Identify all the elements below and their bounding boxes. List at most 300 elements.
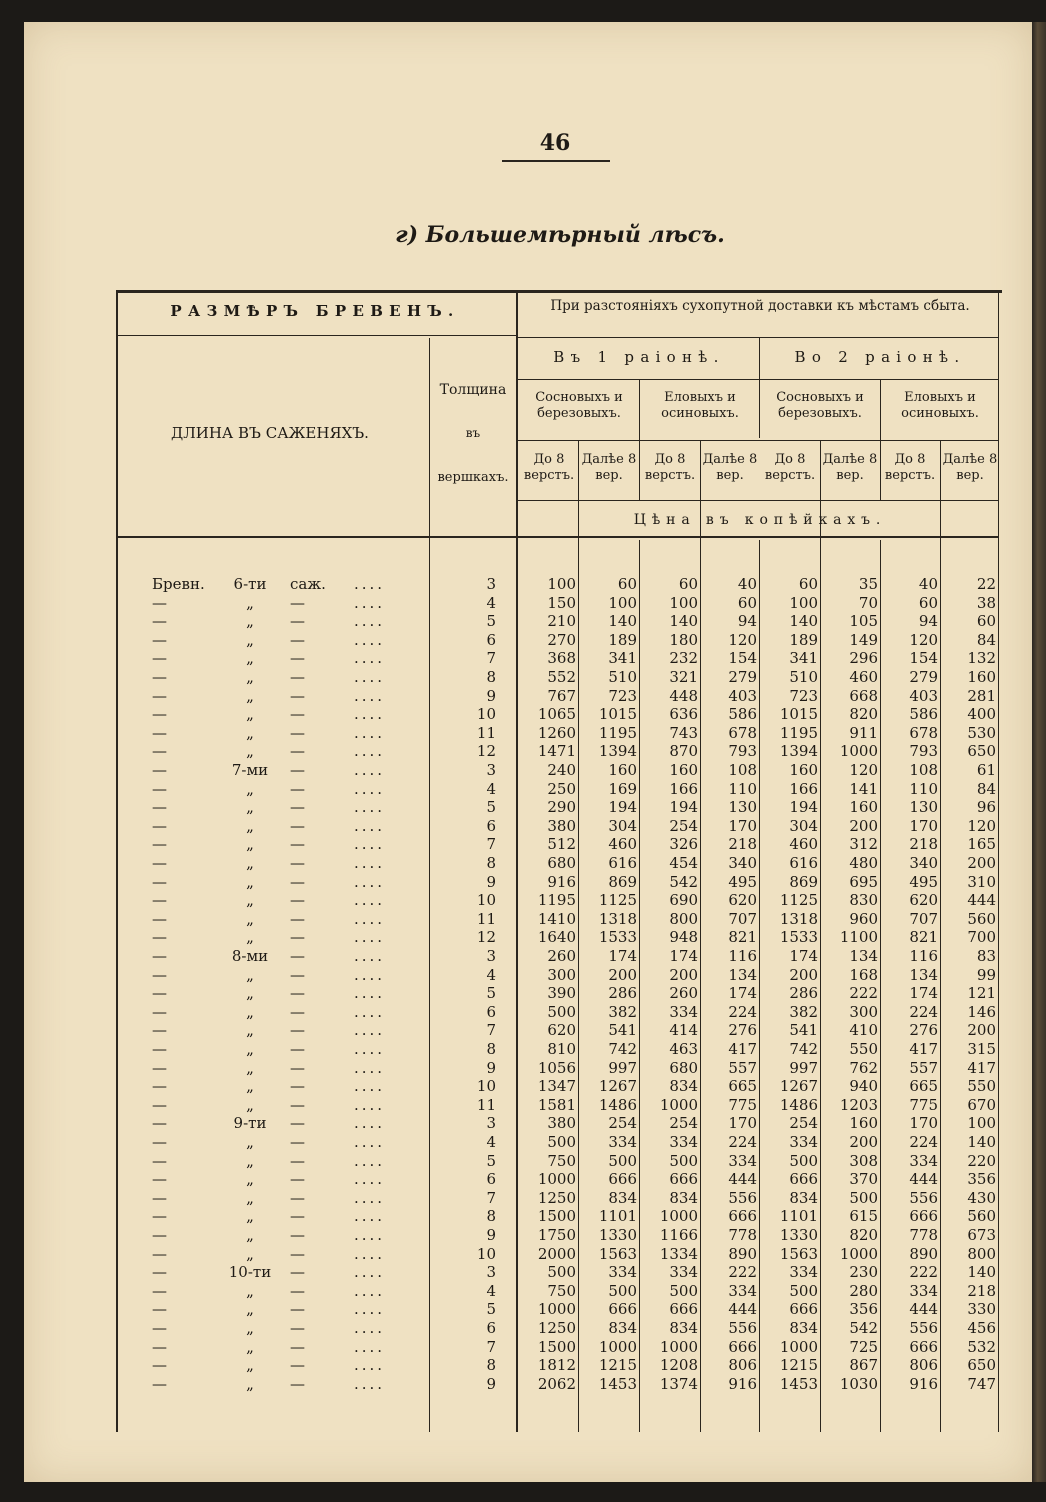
price-cell: 1195 [598,723,637,742]
thickness-cell: 7 [486,835,496,854]
timber-type-cell: — [152,798,167,817]
table-row [0,1114,1046,1133]
length-cell: „ [246,649,254,668]
price-cell: 224 [909,1002,938,1021]
price-cell: 61 [976,761,996,779]
price-cell: 1250 [537,1188,576,1207]
table-row [0,594,1046,613]
unit-cell: — [290,1300,305,1319]
unit-cell: — [290,1114,305,1133]
unit-cell: — [290,1133,305,1151]
price-cell: 793 [909,742,938,761]
price-cell: 334 [789,1263,818,1282]
r1-pine-upto8-header: До 8 верстъ. [523,452,575,483]
table-row [0,835,1046,854]
table-row [0,966,1046,985]
price-cell: 200 [789,965,818,984]
price-cell: 800 [669,909,698,928]
price-cell: 556 [728,1188,757,1207]
length-cell: „ [246,742,254,761]
table-row [0,910,1046,929]
leader-dots: .... [354,854,386,872]
price-cell: 1334 [659,1244,698,1263]
table-row [0,1003,1046,1022]
r1-pine-birch-header: Сосновыхъ и березовыхъ. [535,390,623,421]
thickness-cell: 3 [486,1114,496,1133]
unit-cell: — [290,984,305,1003]
price-cell: 1318 [779,909,818,928]
price-cell: 290 [547,798,576,817]
timber-type-cell: — [152,909,167,928]
thickness-cell: 8 [486,1207,496,1226]
thickness-cell: 3 [486,1263,496,1282]
price-cell: 444 [909,1170,938,1189]
price-cell: 665 [728,1077,757,1096]
leader-dots: .... [354,742,386,761]
price-cell: 666 [789,1170,818,1189]
length-cell: „ [246,891,254,910]
leader-dots: .... [354,816,386,835]
price-cell: 666 [669,1300,698,1319]
table-row [0,724,1046,743]
price-cell: 678 [728,723,757,742]
unit-cell: — [290,668,305,686]
table-row [0,742,1046,761]
section-title: г) Большемѣрный лѣсъ. [395,222,725,248]
price-cell: 1101 [598,1207,637,1226]
price-cell: 1410 [537,909,576,928]
price-cell: 512 [547,835,576,854]
unit-cell: — [290,909,305,928]
price-cell: 254 [789,1114,818,1133]
length-cell: „ [246,1170,254,1189]
price-cell: 668 [849,686,878,705]
timber-type-cell: — [152,1356,167,1375]
price-cell: 666 [669,1170,698,1189]
leader-dots: .... [354,984,386,1003]
unit-cell: — [290,1244,305,1263]
table-row [0,1040,1046,1059]
r2-spruce-upto8-header: До 8 верстъ. [884,452,936,483]
price-cell: 38 [976,593,996,612]
price-cell: 410 [849,1021,878,1040]
leader-dots: .... [354,1263,386,1282]
table-row [0,1245,1046,1264]
unit-cell: — [290,798,305,817]
table-row [0,1263,1046,1282]
price-cell: 94 [737,612,757,631]
leader-dots: .... [354,965,386,984]
table-row [0,631,1046,650]
price-cell: 557 [728,1058,757,1077]
price-cell: 1208 [659,1356,698,1375]
leader-dots: .... [354,1244,386,1263]
price-cell: 1125 [779,891,818,910]
thickness-cell: 11 [476,1095,496,1114]
price-cell: 1640 [537,928,576,947]
price-cell: 695 [849,872,878,891]
price-cell: 169 [608,779,637,798]
timber-type-cell: — [152,1002,167,1021]
table-row [0,1226,1046,1245]
thickness-cell: 7 [486,1337,496,1356]
timber-type-cell: — [152,1021,167,1040]
thickness-cell: 7 [486,1021,496,1040]
thickness-cell: 5 [486,1300,496,1319]
price-cell: 495 [909,872,938,891]
leader-dots: .... [354,928,386,947]
price-cell: 916 [728,1374,757,1393]
price-cell: 341 [608,649,637,668]
leader-dots: .... [354,1356,386,1375]
leader-dots: .... [354,593,386,612]
length-cell: „ [246,1374,254,1393]
timber-type-cell: — [152,1114,167,1133]
price-cell: 1453 [779,1374,818,1393]
price-cell: 650 [967,742,996,761]
price-cell: 254 [669,816,698,835]
price-cell: 326 [669,835,698,854]
unit-cell: — [290,649,305,668]
price-cell: 615 [849,1207,878,1226]
timber-type-cell: — [152,1133,167,1151]
price-cell: 586 [909,705,938,724]
r2-spruce-aspen-header: Еловыхъ и осиновыхъ. [901,390,979,421]
price-cell: 916 [909,1374,938,1393]
price-cell: 222 [849,984,878,1003]
thickness-cell: 9 [486,1058,496,1077]
price-cell: 60 [617,575,637,593]
table-row [0,1300,1046,1319]
price-cell: 120 [909,630,938,649]
price-cell: 222 [728,1263,757,1282]
price-cell: 270 [547,630,576,649]
unit-cell: — [290,630,305,649]
region1-header: Въ 1 раіонѣ. [553,348,725,366]
table-row [0,1133,1046,1152]
price-cell: 154 [728,649,757,668]
price-cell: 254 [608,1114,637,1133]
price-cell: 170 [909,1114,938,1133]
price-cell: 218 [909,835,938,854]
timber-type-cell: — [152,1058,167,1077]
unit-cell: — [290,742,305,761]
thickness-cell: 4 [486,593,496,612]
price-cell: 200 [669,965,698,984]
length-cell: „ [246,1151,254,1170]
unit-cell: — [290,593,305,612]
price-cell: 444 [728,1170,757,1189]
price-cell: 560 [967,1207,996,1226]
price-cell: 170 [909,816,938,835]
price-cell: 834 [669,1077,698,1096]
price-cell: 1318 [598,909,637,928]
price-cell: 460 [849,668,878,686]
price-cell: 417 [728,1040,757,1058]
table-row [0,891,1046,910]
price-cell: 742 [789,1040,818,1058]
price-cell: 1125 [598,891,637,910]
leader-dots: .... [354,1281,386,1300]
price-cell: 40 [918,575,938,593]
price-cell: 775 [728,1095,757,1114]
table-row [0,1077,1046,1096]
price-cell: 100 [669,593,698,612]
price-cell: 550 [967,1077,996,1096]
table-row [0,817,1046,836]
price-cell: 149 [849,630,878,649]
leader-dots: .... [354,1002,386,1021]
size-header-rule [116,335,516,336]
price-cell: 281 [967,686,996,705]
price-cell: 254 [669,1114,698,1133]
unit-cell: — [290,1021,305,1040]
thickness-cell: 4 [486,1281,496,1300]
leader-dots: .... [354,612,386,631]
price-cell: 556 [909,1319,938,1337]
price-cell: 560 [967,909,996,928]
table-row [0,1189,1046,1208]
table-row [0,1356,1046,1375]
thickness-cell: 3 [486,761,496,779]
price-cell: 750 [547,1151,576,1170]
thickness-cell: 6 [486,1170,496,1189]
price-cell: 666 [909,1337,938,1356]
price-cell: 834 [789,1188,818,1207]
table-row [0,947,1046,966]
price-cell: 1347 [537,1077,576,1096]
price-cell: 140 [967,1133,996,1151]
price-cell: 174 [728,984,757,1003]
price-cell: 890 [728,1244,757,1263]
price-cell: 165 [967,835,996,854]
price-cell: 1000 [839,1244,878,1263]
thickness-cell: 9 [486,1226,496,1244]
table-row [0,1338,1046,1357]
table-row [0,612,1046,631]
thickness-cell: 7 [486,1188,496,1207]
price-cell: 279 [728,668,757,686]
price-cell: 380 [547,816,576,835]
price-cell: 1330 [779,1226,818,1244]
price-cell: 463 [669,1040,698,1058]
price-cell: 108 [728,761,757,779]
price-cell: 500 [669,1281,698,1300]
distance-header-rule [518,337,998,338]
thickness-cell: 5 [486,798,496,817]
price-cell: 830 [849,891,878,910]
price-cell: 556 [909,1188,938,1207]
price-cell: 166 [669,779,698,798]
price-cell: 1215 [779,1356,818,1375]
page-number-rule [502,160,610,162]
price-cell: 218 [967,1281,996,1300]
table-row [0,1170,1046,1189]
price-cell: 132 [967,649,996,668]
price-cell: 200 [967,1021,996,1040]
price-cell: 130 [909,798,938,817]
timber-type-cell: — [152,816,167,835]
price-cell: 286 [789,984,818,1003]
price-cell: 194 [789,798,818,817]
price-cell: 321 [669,668,698,686]
timber-type-cell: — [152,1040,167,1058]
price-cell: 665 [909,1077,938,1096]
r1-pine-beyond8-header: Далѣе 8 вер. [581,452,637,483]
price-cell: 120 [728,630,757,649]
unit-cell: — [290,1337,305,1356]
length-cell: „ [246,965,254,984]
unit-cell: — [290,1058,305,1077]
price-cell: 620 [547,1021,576,1040]
top-rule [116,290,1002,293]
price-cell: 382 [789,1002,818,1021]
price-cell: 793 [728,742,757,761]
price-cell: 300 [849,1002,878,1021]
price-cell: 134 [909,965,938,984]
unit-cell: — [290,1002,305,1021]
price-cell: 1000 [659,1095,698,1114]
price-cell: 280 [849,1281,878,1300]
thickness-cell: 6 [486,630,496,649]
price-cell: 194 [669,798,698,817]
table-row [0,854,1046,873]
thickness-header-line3: вершкахъ. [437,470,509,485]
price-cell: 869 [789,872,818,891]
price-cell: 218 [728,835,757,854]
price-cell: 870 [669,742,698,761]
unit-cell: — [290,1188,305,1207]
thickness-cell: 8 [486,854,496,872]
thickness-header-line2: въ [465,426,481,440]
price-cell: 480 [849,854,878,872]
table-row [0,649,1046,668]
price-cell: 35 [858,575,878,593]
leader-dots: .... [354,1170,386,1189]
price-cell: 368 [547,649,576,668]
table-row [0,798,1046,817]
unit-cell: — [290,1095,305,1114]
timber-type-cell: — [152,1319,167,1337]
leader-dots: .... [354,1337,386,1356]
price-cell: 194 [608,798,637,817]
price-cell: 382 [608,1002,637,1021]
length-cell: „ [246,1058,254,1077]
leader-dots: .... [354,909,386,928]
price-cell: 160 [669,761,698,779]
length-cell: „ [246,835,254,854]
price-cell: 1166 [659,1226,698,1244]
price-cell: 70 [858,593,878,612]
price-cell: 1260 [537,723,576,742]
price-cell: 636 [669,705,698,724]
price-cell: 1533 [779,928,818,947]
thickness-cell: 10 [476,705,496,724]
r1-spruce-aspen-header: Еловыхъ и осиновыхъ. [661,390,739,421]
price-cell: 448 [669,686,698,705]
price-cell: 1374 [659,1374,698,1393]
thickness-cell: 4 [486,1133,496,1151]
price-cell: 1330 [598,1226,637,1244]
price-cell: 666 [789,1300,818,1319]
length-cell: 6-ти [233,575,267,593]
thickness-cell: 7 [486,649,496,668]
thickness-cell: 11 [476,723,496,742]
price-cell: 120 [849,761,878,779]
length-cell: „ [246,1300,254,1319]
price-cell: 1267 [598,1077,637,1096]
length-cell: 8-ми [231,947,269,965]
price-cell: 616 [608,854,637,872]
length-cell: „ [246,612,254,631]
price-cell: 2062 [537,1374,576,1393]
price-cell: 116 [728,947,757,965]
unit-cell: — [290,1374,305,1393]
thickness-cell: 9 [486,686,496,705]
price-cell: 100 [608,593,637,612]
timber-type-cell: — [152,891,167,910]
timber-type-cell: — [152,1374,167,1393]
page-number: 46 [539,130,571,156]
price-cell: 166 [789,779,818,798]
price-cell: 414 [669,1021,698,1040]
price-cell: 1581 [537,1095,576,1114]
price-cell: 140 [669,612,698,631]
thickness-cell: 6 [486,816,496,835]
price-cell: 22 [976,575,996,593]
table-row [0,780,1046,799]
price-cell: 767 [547,686,576,705]
price-cell: 121 [967,984,996,1003]
price-cell: 1563 [779,1244,818,1263]
price-cell: 495 [728,872,757,891]
price-cell: 296 [849,649,878,668]
price-cell: 1500 [537,1337,576,1356]
thickness-cell: 10 [476,1077,496,1096]
price-cell: 60 [798,575,818,593]
price-cell: 334 [789,1133,818,1151]
thickness-cell: 12 [476,742,496,761]
thickness-cell: 6 [486,1002,496,1021]
table-row [0,668,1046,687]
price-cell: 334 [669,1002,698,1021]
length-cell: „ [246,1244,254,1263]
length-cell: „ [246,928,254,947]
price-cell: 742 [608,1040,637,1058]
length-cell: „ [246,1226,254,1244]
price-cell: 140 [789,612,818,631]
price-cell: 356 [849,1300,878,1319]
table-row [0,928,1046,947]
price-cell: 444 [967,891,996,910]
leader-dots: .... [354,1114,386,1133]
price-cell: 750 [547,1281,576,1300]
price-cell: 174 [789,947,818,965]
timber-type-cell: — [152,1188,167,1207]
price-cell: 1101 [779,1207,818,1226]
r2-pine-beyond8-header: Далѣе 8 вер. [822,452,878,483]
price-cell: 150 [547,593,576,612]
price-cell: 250 [547,779,576,798]
unit-cell: — [290,761,305,779]
thickness-cell: 8 [486,668,496,686]
leader-dots: .... [354,1077,386,1096]
length-cell: 10-ти [228,1263,272,1282]
timber-type-cell: Бревн. [152,575,205,593]
price-cell: 1065 [537,705,576,724]
price-cell: 174 [608,947,637,965]
length-cell: „ [246,798,254,817]
